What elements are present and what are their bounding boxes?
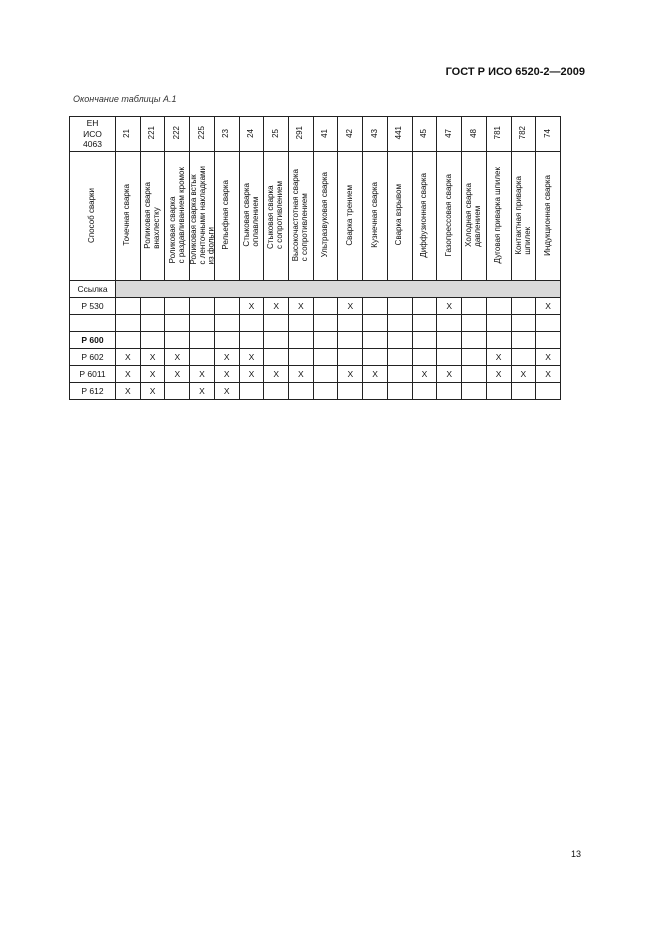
cell-value: X [347, 369, 354, 379]
table-cell [387, 349, 412, 366]
column-name: Сварка взрывом [394, 184, 404, 246]
column-code: 225 [196, 126, 206, 140]
cell-value: X [298, 369, 304, 379]
table-row [70, 349, 561, 366]
cell-value: X [372, 369, 378, 379]
table-cell [387, 315, 412, 332]
table-cell [511, 298, 536, 315]
column-code-cell [486, 117, 511, 152]
column-name-cell [264, 152, 289, 281]
table-cell [116, 383, 141, 400]
cell-value: X [199, 386, 205, 396]
table-row [70, 298, 561, 315]
column-name: Кузнечная сварка [369, 182, 379, 248]
table-cell [313, 349, 338, 366]
table-cell [486, 332, 511, 349]
column-name: Роликовая сварка с раздавливанием кромок [167, 166, 186, 264]
table-cell [165, 298, 190, 315]
table-cell [462, 366, 487, 383]
column-code-cell [214, 117, 239, 152]
table-caption: Окончание таблицы А.1 [73, 94, 177, 104]
cell-value: X [149, 352, 156, 362]
table-cell [338, 349, 363, 366]
column-code: 781 [493, 126, 503, 140]
table-cell [437, 383, 462, 400]
table-cell [486, 315, 511, 332]
table-cell [412, 349, 437, 366]
table-cell [536, 332, 561, 349]
column-name: Стыковая сварка с сопротивлением [266, 181, 285, 249]
row-label-cell [70, 315, 116, 332]
table-cell [264, 315, 289, 332]
table-cell [486, 366, 511, 383]
table-cell [313, 366, 338, 383]
row-label-cell [70, 366, 116, 383]
corner-code-cell [70, 117, 116, 152]
table-cell [239, 332, 264, 349]
column-code-cell [313, 117, 338, 152]
column-name: Сварка трением [344, 184, 354, 246]
cell-value: X [174, 369, 181, 379]
cell-value: X [199, 369, 205, 379]
row-label: Р 530 [81, 301, 104, 311]
table-cell [190, 298, 215, 315]
table-cell [264, 332, 289, 349]
column-name: Газопрессовая сварка [443, 173, 453, 257]
column-code-cell [190, 117, 215, 152]
table-cell [511, 383, 536, 400]
column-name-cell [462, 152, 487, 281]
table-cell [264, 383, 289, 400]
table-cell [239, 383, 264, 400]
table-cell [536, 298, 561, 315]
table-cell [116, 332, 141, 349]
table-cell [239, 298, 264, 315]
cell-value: X [149, 386, 156, 396]
table-cell [486, 349, 511, 366]
column-name: Дуговая приварка шпилек [493, 166, 503, 264]
cell-value: X [520, 369, 527, 379]
corner-name-label: Способ сварки [87, 187, 97, 243]
cell-value: X [347, 301, 354, 311]
corner-name-cell [70, 152, 116, 281]
row-label: Р 600 [81, 335, 104, 345]
table-cell [387, 298, 412, 315]
document-header: ГОСТ Р ИСО 6520-2—2009 [445, 66, 585, 78]
table-cell [511, 349, 536, 366]
table-cell [116, 315, 141, 332]
cell-value: X [248, 301, 255, 311]
column-name-cell [239, 152, 264, 281]
column-name-cell [363, 152, 388, 281]
table-row [70, 315, 561, 332]
cell-value: X [125, 386, 131, 396]
table-cell [437, 349, 462, 366]
cell-value: X [495, 369, 502, 379]
cell-value: X [273, 369, 279, 379]
table-cell [165, 349, 190, 366]
table-cell [363, 349, 388, 366]
column-name-cell [437, 152, 462, 281]
column-name-cell [140, 152, 165, 281]
table-cell [264, 366, 289, 383]
table-cell [190, 349, 215, 366]
table-cell [437, 366, 462, 383]
column-name: Роликовая сварка встык с ленточными накладками из фольги [189, 165, 216, 265]
column-code-cell [462, 117, 487, 152]
row-label-cell [70, 332, 116, 349]
table-row-reference [70, 281, 561, 298]
column-code-cell [437, 117, 462, 152]
table-cell [338, 332, 363, 349]
table-cell [140, 332, 165, 349]
column-code: 47 [443, 128, 453, 138]
table-cell [116, 366, 141, 383]
table-cell [313, 383, 338, 400]
table-cell [190, 383, 215, 400]
table-cell [214, 366, 239, 383]
cell-value: X [248, 369, 255, 379]
column-code: 42 [344, 128, 354, 138]
table-cell [387, 332, 412, 349]
cell-value: X [273, 301, 279, 311]
table-cell [264, 349, 289, 366]
table-cell [165, 366, 190, 383]
table-cell [140, 298, 165, 315]
table-cell [437, 298, 462, 315]
table-cell [313, 315, 338, 332]
column-code: 21 [122, 128, 132, 138]
column-name: Высокочастотная сварка с сопротивлением [291, 168, 309, 262]
cell-value: X [125, 352, 131, 362]
row-label-cell [70, 349, 116, 366]
column-code-cell [412, 117, 437, 152]
table-cell [289, 298, 314, 315]
column-code-cell [289, 117, 314, 152]
cell-value: X [446, 301, 453, 311]
reference-label: Ссылка [77, 284, 108, 294]
row-label: Р 6011 [79, 369, 106, 379]
cell-value: X [223, 352, 230, 362]
page-number: 13 [570, 849, 581, 859]
column-name: Контактная приварка шпилек [513, 175, 532, 255]
table-cell [536, 349, 561, 366]
cell-value: X [446, 369, 453, 379]
table-cell [363, 383, 388, 400]
table-row-codes [70, 117, 561, 152]
table-cell [140, 383, 165, 400]
table-cell [462, 298, 487, 315]
table-cell [462, 315, 487, 332]
cell-value: X [298, 301, 304, 311]
column-code-cell [338, 117, 363, 152]
table-cell [412, 366, 437, 383]
table-cell [412, 298, 437, 315]
table-cell [289, 315, 314, 332]
table-cell [363, 298, 388, 315]
table-cell [486, 383, 511, 400]
column-code: 43 [369, 128, 379, 138]
table-cell [412, 383, 437, 400]
column-code-cell [363, 117, 388, 152]
table-cell [289, 349, 314, 366]
table-cell [412, 332, 437, 349]
column-name-cell [536, 152, 561, 281]
corner-code-label: ЕН ИСО 4063 [83, 117, 102, 150]
cell-value: X [545, 369, 551, 379]
column-code-cell [116, 117, 141, 152]
cell-value: X [545, 352, 551, 362]
column-name-cell [214, 152, 239, 281]
column-name: Ультразвуковая сварка [320, 172, 330, 258]
column-code: 74 [542, 128, 552, 138]
column-code: 221 [147, 126, 157, 140]
table-cell [289, 332, 314, 349]
table-cell [536, 366, 561, 383]
table-cell [289, 366, 314, 383]
table-cell [116, 349, 141, 366]
column-code: 25 [270, 128, 280, 138]
table-cell [462, 383, 487, 400]
table-cell [387, 383, 412, 400]
cell-value: X [125, 369, 131, 379]
column-code: 24 [246, 128, 256, 138]
table-cell [536, 315, 561, 332]
table-cell [511, 366, 536, 383]
table-cell [140, 366, 165, 383]
table-cell [190, 315, 215, 332]
table-cell [140, 315, 165, 332]
column-code: 291 [295, 126, 305, 140]
row-label: Р 602 [81, 352, 104, 362]
row-label-cell [70, 383, 116, 400]
table-row [70, 332, 561, 349]
table-row-names [70, 152, 561, 281]
table-cell [511, 332, 536, 349]
table-cell [536, 383, 561, 400]
column-code-cell [511, 117, 536, 152]
table-cell [239, 366, 264, 383]
row-label-cell [70, 298, 116, 315]
column-name-cell [190, 152, 215, 281]
column-name: Холодная сварка давлением [464, 183, 482, 247]
table-cell [165, 332, 190, 349]
table-cell [338, 315, 363, 332]
table-row [70, 366, 561, 383]
table-cell [165, 383, 190, 400]
cell-value: X [223, 369, 230, 379]
table-cell [363, 315, 388, 332]
table-cell [214, 298, 239, 315]
table-cell [511, 315, 536, 332]
column-code-cell [387, 117, 412, 152]
table-cell [190, 332, 215, 349]
table-cell [437, 332, 462, 349]
reference-shaded-cell [116, 281, 561, 298]
table-cell [264, 298, 289, 315]
table-cell [140, 349, 165, 366]
table-cell [462, 332, 487, 349]
table-cell [412, 315, 437, 332]
table-cell [239, 315, 264, 332]
column-code: 222 [171, 126, 181, 140]
reference-label-cell [70, 281, 116, 298]
table-cell [214, 383, 239, 400]
column-name: Диффузионная сварка [419, 172, 429, 258]
column-code-cell [264, 117, 289, 152]
table-cell [363, 332, 388, 349]
row-label: Р 612 [81, 386, 104, 396]
column-code: 41 [320, 128, 330, 138]
welding-process-table [69, 116, 561, 400]
column-name-cell [165, 152, 190, 281]
table-cell [214, 332, 239, 349]
table-cell [214, 315, 239, 332]
table-cell [313, 332, 338, 349]
table-cell [289, 383, 314, 400]
column-code-cell [536, 117, 561, 152]
column-code: 441 [394, 126, 404, 140]
column-code: 23 [221, 128, 231, 138]
cell-value: X [495, 352, 502, 362]
table-cell [338, 383, 363, 400]
table-cell [239, 349, 264, 366]
table-cell [338, 298, 363, 315]
column-name: Стыковая сварка оплавлением [241, 183, 260, 247]
cell-value: X [421, 369, 428, 379]
table-cell [462, 349, 487, 366]
table-cell [338, 366, 363, 383]
column-name-cell [486, 152, 511, 281]
column-name-cell [289, 152, 314, 281]
column-name: Индукционная сварка [542, 174, 552, 256]
table-row [70, 383, 561, 400]
column-code-cell [165, 117, 190, 152]
column-name: Точечная сварка [122, 184, 132, 246]
table-cell [486, 298, 511, 315]
column-code: 45 [419, 128, 429, 138]
table-cell [116, 298, 141, 315]
table-cell [313, 298, 338, 315]
cell-value: X [248, 352, 255, 362]
column-name-cell [313, 152, 338, 281]
table-cell [387, 366, 412, 383]
table-cell [214, 349, 239, 366]
column-code: 782 [517, 126, 527, 140]
table-cell [165, 315, 190, 332]
column-name-cell [387, 152, 412, 281]
column-name-cell [511, 152, 536, 281]
column-name-cell [338, 152, 363, 281]
column-name: Рельефная сварка [221, 180, 231, 250]
column-code-cell [140, 117, 165, 152]
column-name-cell [412, 152, 437, 281]
cell-value: X [223, 386, 230, 396]
cell-value: X [149, 369, 156, 379]
table-cell [437, 315, 462, 332]
cell-value: X [545, 301, 551, 311]
table-cell [190, 366, 215, 383]
column-name: Роликовая сварка внахлестку [142, 181, 161, 249]
column-code: 48 [468, 128, 478, 138]
column-code-cell [239, 117, 264, 152]
column-name-cell [116, 152, 141, 281]
table-cell [363, 366, 388, 383]
cell-value: X [174, 352, 181, 362]
